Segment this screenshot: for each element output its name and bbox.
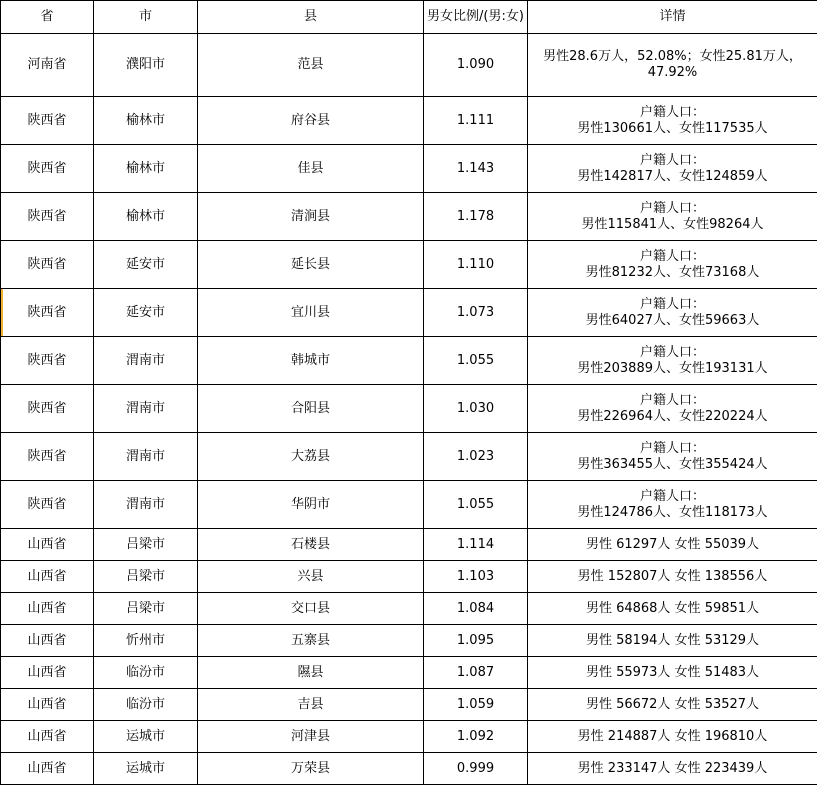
cell-ratio[interactable]: 1.073 bbox=[424, 289, 528, 337]
table-row bbox=[1, 721, 817, 753]
detail-line: 男性363455人、女性355424人 bbox=[577, 456, 768, 472]
cell-detail[interactable] bbox=[528, 145, 817, 193]
detail-line: 户籍人口： bbox=[639, 248, 705, 264]
cell-province[interactable]: 陕西省 bbox=[1, 481, 94, 529]
cell-county[interactable]: 大荔县 bbox=[198, 433, 424, 481]
detail-line: 男性64027人、女性59663人 bbox=[585, 312, 760, 328]
detail-line: 男性28.6万人，52.08%；女性25.81万人， bbox=[543, 49, 802, 64]
cell-county[interactable]: 宜川县 bbox=[198, 289, 424, 337]
cell-ratio[interactable]: 1.095 bbox=[424, 625, 528, 657]
cell-county[interactable]: 河津县 bbox=[198, 721, 424, 753]
table-row bbox=[1, 385, 817, 433]
cell-detail[interactable] bbox=[528, 625, 817, 657]
detail-line: 户籍人口： bbox=[639, 440, 705, 456]
detail-line: 男性 214887人 女性 196810人 bbox=[577, 728, 768, 744]
cell-county[interactable]: 清涧县 bbox=[198, 193, 424, 241]
cell-province[interactable]: 陕西省 bbox=[1, 385, 94, 433]
cell-city[interactable]: 延安市 bbox=[94, 241, 198, 289]
cell-county[interactable]: 兴县 bbox=[198, 561, 424, 593]
detail-line: 男性 61297人 女性 55039人 bbox=[585, 536, 760, 552]
cell-city[interactable]: 渭南市 bbox=[94, 385, 198, 433]
detail-line: 男性81232人、女性73168人 bbox=[585, 264, 760, 280]
cell-county[interactable]: 吉县 bbox=[198, 689, 424, 721]
table-row bbox=[1, 625, 817, 657]
cell-city[interactable]: 吕梁市 bbox=[94, 529, 198, 561]
cell-city[interactable]: 运城市 bbox=[94, 721, 198, 753]
cell-province[interactable]: 山西省 bbox=[1, 721, 94, 753]
cell-province[interactable]: 山西省 bbox=[1, 561, 94, 593]
detail-line: 户籍人口： bbox=[639, 200, 705, 216]
cell-city[interactable]: 吕梁市 bbox=[94, 593, 198, 625]
cell-detail[interactable] bbox=[528, 34, 817, 97]
cell-province[interactable]: 山西省 bbox=[1, 529, 94, 561]
cell-city[interactable]: 榆林市 bbox=[94, 97, 198, 145]
detail-line: 男性124786人、女性118173人 bbox=[577, 504, 768, 520]
cell-ratio[interactable]: 1.092 bbox=[424, 721, 528, 753]
cell-ratio[interactable]: 1.087 bbox=[424, 657, 528, 689]
cell-detail[interactable] bbox=[528, 433, 817, 481]
cell-province[interactable]: 陕西省 bbox=[1, 337, 94, 385]
cell-county[interactable]: 五寨县 bbox=[198, 625, 424, 657]
cell-detail[interactable] bbox=[528, 689, 817, 721]
table-row bbox=[1, 481, 817, 529]
cell-city[interactable]: 延安市 bbox=[94, 289, 198, 337]
cell-ratio[interactable]: 1.143 bbox=[424, 145, 528, 193]
cell-ratio[interactable]: 0.999 bbox=[424, 753, 528, 785]
detail-line: 户籍人口： bbox=[639, 488, 705, 504]
cell-detail[interactable] bbox=[528, 657, 817, 689]
detail-line: 男性115841人、女性98264人 bbox=[581, 216, 764, 232]
cell-detail[interactable] bbox=[528, 481, 817, 529]
cell-city[interactable]: 忻州市 bbox=[94, 625, 198, 657]
cell-province[interactable]: 陕西省 bbox=[1, 289, 94, 337]
cell-ratio[interactable]: 1.023 bbox=[424, 433, 528, 481]
detail-line: 男性 64868人 女性 59851人 bbox=[585, 600, 760, 616]
cell-ratio[interactable]: 1.178 bbox=[424, 193, 528, 241]
cell-province[interactable]: 陕西省 bbox=[1, 433, 94, 481]
cell-detail[interactable] bbox=[528, 97, 817, 145]
cell-city[interactable]: 临汾市 bbox=[94, 689, 198, 721]
cell-province[interactable]: 河南省 bbox=[1, 34, 94, 97]
detail-line: 户籍人口： bbox=[639, 344, 705, 360]
detail-line: 47.92% bbox=[647, 65, 698, 80]
detail-line: 男性 152807人 女性 138556人 bbox=[577, 568, 768, 584]
cell-detail[interactable] bbox=[528, 529, 817, 561]
cell-city[interactable]: 运城市 bbox=[94, 753, 198, 785]
cell-ratio[interactable]: 1.055 bbox=[424, 337, 528, 385]
cell-detail[interactable] bbox=[528, 337, 817, 385]
detail-line: 户籍人口： bbox=[639, 152, 705, 168]
header-detail[interactable]: 详情 bbox=[528, 1, 817, 34]
cell-province[interactable]: 陕西省 bbox=[1, 97, 94, 145]
cell-county[interactable]: 府谷县 bbox=[198, 97, 424, 145]
table-row bbox=[1, 193, 817, 241]
table-row bbox=[1, 241, 817, 289]
cell-county[interactable]: 石楼县 bbox=[198, 529, 424, 561]
cell-ratio[interactable]: 1.111 bbox=[424, 97, 528, 145]
cell-county[interactable]: 延长县 bbox=[198, 241, 424, 289]
cell-ratio[interactable]: 1.055 bbox=[424, 481, 528, 529]
cell-county[interactable]: 交口县 bbox=[198, 593, 424, 625]
table-row bbox=[1, 145, 817, 193]
cell-ratio[interactable]: 1.059 bbox=[424, 689, 528, 721]
cell-ratio[interactable]: 1.084 bbox=[424, 593, 528, 625]
cell-detail[interactable] bbox=[528, 385, 817, 433]
detail-line: 男性 58194人 女性 53129人 bbox=[585, 632, 760, 648]
cell-city[interactable]: 临汾市 bbox=[94, 657, 198, 689]
header-county[interactable]: 县 bbox=[198, 1, 424, 34]
cell-province[interactable]: 山西省 bbox=[1, 625, 94, 657]
cell-city[interactable]: 渭南市 bbox=[94, 337, 198, 385]
cell-county[interactable]: 万荣县 bbox=[198, 753, 424, 785]
cell-ratio[interactable]: 1.114 bbox=[424, 529, 528, 561]
cell-city[interactable]: 榆林市 bbox=[94, 145, 198, 193]
cell-detail[interactable] bbox=[528, 193, 817, 241]
cell-city[interactable]: 渭南市 bbox=[94, 433, 198, 481]
cell-county[interactable]: 合阳县 bbox=[198, 385, 424, 433]
cell-province[interactable]: 山西省 bbox=[1, 657, 94, 689]
table-row bbox=[1, 689, 817, 721]
cell-detail[interactable] bbox=[528, 561, 817, 593]
cell-ratio[interactable]: 1.090 bbox=[424, 34, 528, 97]
header-row bbox=[1, 1, 817, 34]
cell-county[interactable]: 韩城市 bbox=[198, 337, 424, 385]
cell-detail[interactable] bbox=[528, 721, 817, 753]
cell-county[interactable]: 隰县 bbox=[198, 657, 424, 689]
cell-detail[interactable] bbox=[528, 241, 817, 289]
cell-province[interactable]: 陕西省 bbox=[1, 145, 94, 193]
cell-detail[interactable] bbox=[528, 289, 817, 337]
table-row bbox=[1, 753, 817, 785]
cell-ratio[interactable]: 1.110 bbox=[424, 241, 528, 289]
table-row bbox=[1, 34, 817, 97]
cell-province[interactable]: 山西省 bbox=[1, 753, 94, 785]
cell-county[interactable]: 佳县 bbox=[198, 145, 424, 193]
table-row bbox=[1, 657, 817, 689]
cell-county[interactable]: 华阴市 bbox=[198, 481, 424, 529]
cell-province[interactable]: 山西省 bbox=[1, 689, 94, 721]
table-row bbox=[1, 97, 817, 145]
cell-detail[interactable] bbox=[528, 593, 817, 625]
header-ratio[interactable]: 男女比例/(男:女) bbox=[424, 1, 528, 34]
table-row bbox=[1, 289, 817, 337]
cell-detail[interactable] bbox=[528, 753, 817, 785]
detail-line: 男性 55973人 女性 51483人 bbox=[585, 664, 760, 680]
detail-line: 男性130661人、女性117535人 bbox=[577, 120, 768, 136]
detail-line: 户籍人口： bbox=[639, 296, 705, 312]
table-row bbox=[1, 337, 817, 385]
table-row bbox=[1, 561, 817, 593]
detail-line: 户籍人口： bbox=[639, 104, 705, 120]
detail-line: 男性226964人、女性220224人 bbox=[577, 408, 768, 424]
cell-province[interactable]: 陕西省 bbox=[1, 193, 94, 241]
cell-city[interactable]: 吕梁市 bbox=[94, 561, 198, 593]
header-city[interactable]: 市 bbox=[94, 1, 198, 34]
cell-province[interactable]: 山西省 bbox=[1, 593, 94, 625]
cell-city[interactable]: 濮阳市 bbox=[94, 34, 198, 97]
detail-line: 户籍人口： bbox=[639, 392, 705, 408]
detail-line: 男性 233147人 女性 223439人 bbox=[577, 760, 768, 776]
table-row bbox=[1, 433, 817, 481]
detail-line: 男性 56672人 女性 53527人 bbox=[585, 696, 760, 712]
cell-city[interactable]: 榆林市 bbox=[94, 193, 198, 241]
cell-ratio[interactable]: 1.030 bbox=[424, 385, 528, 433]
header-province[interactable]: 省 bbox=[1, 1, 94, 34]
table-row bbox=[1, 593, 817, 625]
cell-ratio[interactable]: 1.103 bbox=[424, 561, 528, 593]
cell-city[interactable]: 渭南市 bbox=[94, 481, 198, 529]
cell-county[interactable]: 范县 bbox=[198, 34, 424, 97]
cell-province[interactable]: 陕西省 bbox=[1, 241, 94, 289]
table-row bbox=[1, 529, 817, 561]
detail-line: 男性142817人、女性124859人 bbox=[577, 168, 768, 184]
detail-line: 男性203889人、女性193131人 bbox=[577, 360, 768, 376]
